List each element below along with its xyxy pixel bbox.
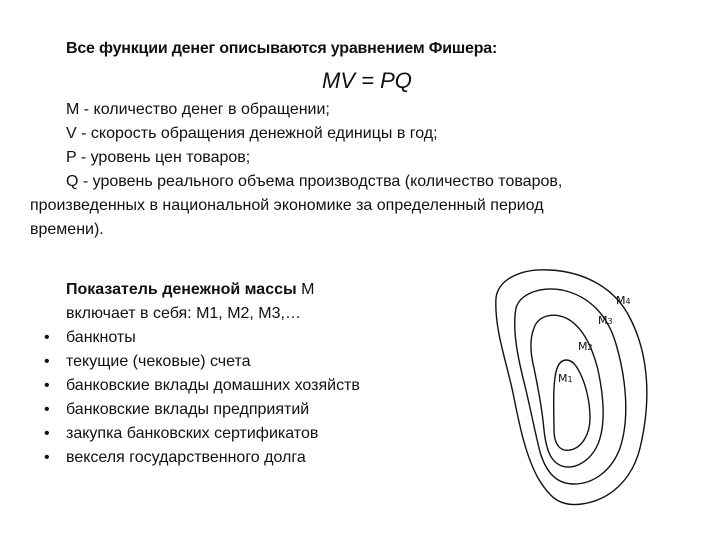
list-item bbox=[44, 350, 360, 374]
m3-label: М3 bbox=[598, 314, 613, 327]
money-mass-includes: включает в себя: М1, М2, М3,… bbox=[66, 305, 301, 322]
definition-p: P - уровень цен товаров; bbox=[66, 149, 251, 166]
list-item bbox=[44, 374, 360, 398]
m4-label: М4 bbox=[616, 294, 631, 307]
money-aggregates-diagram bbox=[490, 258, 660, 518]
money-mass-list bbox=[44, 326, 360, 470]
bullet-icon: • bbox=[44, 377, 50, 394]
list-item-text: векселя государственного долга bbox=[66, 449, 306, 466]
slide-heading: Все функции денег описываются уравнением Фишера: bbox=[66, 40, 498, 57]
m1-label: М1 bbox=[558, 372, 573, 385]
money-mass-title bbox=[66, 278, 314, 302]
bullet-icon: • bbox=[44, 449, 50, 466]
m2-label: М2 bbox=[578, 340, 593, 353]
list-item bbox=[44, 446, 360, 470]
bullet-icon: • bbox=[44, 353, 50, 370]
definition-q-line2: произведенных в национальной экономике за определенный период bbox=[30, 197, 544, 214]
list-item-text: закупка банковских сертификатов bbox=[66, 425, 319, 442]
list-item-text: банковские вклады предприятий bbox=[66, 401, 310, 418]
list-item bbox=[44, 422, 360, 446]
definitions-block bbox=[0, 98, 660, 242]
list-item-text: банкноты bbox=[66, 329, 136, 346]
bullet-icon: • bbox=[44, 401, 50, 418]
definition-v: V - скорость обращения денежной единицы в год; bbox=[66, 125, 438, 142]
m2-contour bbox=[531, 315, 603, 467]
list-item-text: банковские вклады домашних хозяйств bbox=[66, 377, 360, 394]
definition-q-line3: времени). bbox=[30, 221, 104, 238]
list-item bbox=[44, 326, 360, 350]
money-mass-intro bbox=[66, 278, 314, 326]
definition-q-line1: Q - уровень реального объема производства (количество товаров, bbox=[66, 173, 563, 190]
list-item-text: текущие (чековые) счета bbox=[66, 353, 251, 370]
money-mass-title-bold: Показатель денежной массы bbox=[66, 281, 297, 298]
bullet-icon: • bbox=[44, 425, 50, 442]
money-mass-title-rest: М bbox=[296, 281, 315, 298]
fisher-formula: MV = PQ bbox=[322, 68, 412, 93]
definition-m: М - количество денег в обращении; bbox=[66, 101, 330, 118]
bullet-icon: • bbox=[44, 329, 50, 346]
list-item bbox=[44, 398, 360, 422]
